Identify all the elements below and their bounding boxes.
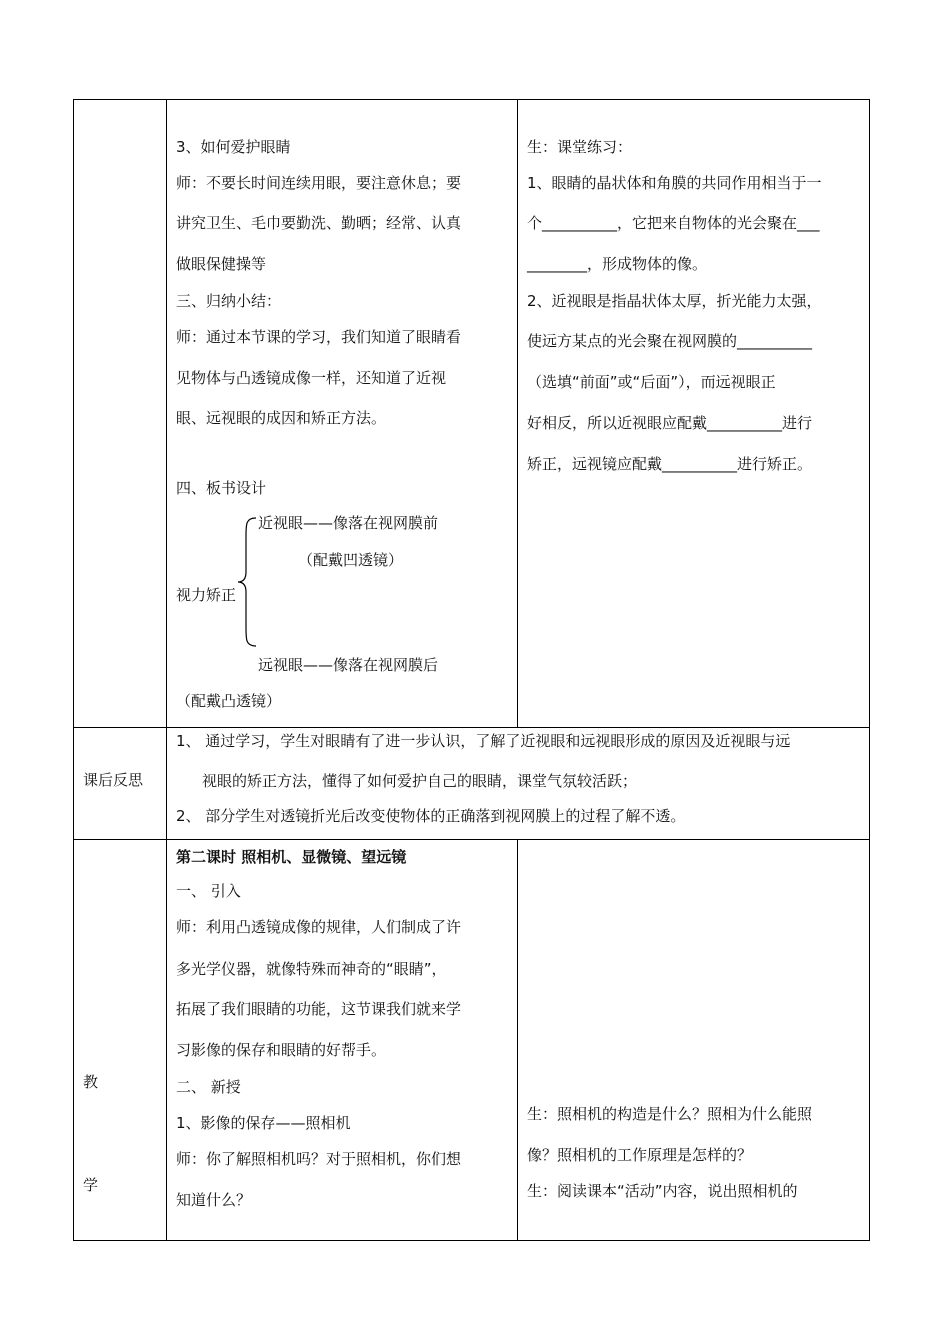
reflection-label: 课后反思: [83, 771, 144, 789]
table-bottom-border: [73, 1240, 870, 1241]
teaching-label-1: 教: [83, 1073, 99, 1091]
teaching-middle-line-7: 二、 新授: [176, 1078, 241, 1096]
right-line-2: 1、眼睛的晶状体和角膜的共同作用相当于一: [527, 174, 822, 192]
teaching-right-line-2: 像？照相机的工作原理是怎样的？: [527, 1146, 753, 1164]
teaching-middle-line-10: 知道什么？: [176, 1191, 252, 1209]
right-line-8: 好相反，所以近视眼应配戴__________进行: [527, 414, 813, 432]
reflection-line-1: 1、 通过学习，学生对眼睛有了进一步认识，了解了近视眼和远视眼形成的原因及近视眼与远: [176, 732, 791, 750]
right-line-7: （选填“前面”或“后面”），而远视眼正: [527, 373, 776, 391]
board-near-sighted: 近视眼——像落在视网膜前: [258, 514, 439, 532]
right-line-3: 个__________，它把来自物体的光会聚在___: [527, 214, 820, 232]
table-top-border: [73, 99, 870, 100]
board-near-lens: （配戴凹透镜）: [298, 551, 404, 569]
right-line-6: 使远方某点的光会聚在视网膜的__________: [527, 332, 813, 350]
teaching-middle-line-2: 一、 引入: [176, 882, 241, 900]
right-line-4: ________，形成物体的像。: [527, 255, 708, 273]
row-divider-teaching: [73, 839, 870, 840]
curly-brace-icon: [236, 516, 258, 648]
column-divider-2-bottom: [517, 839, 518, 1240]
middle-line-9: 四、板书设计: [176, 479, 267, 497]
teaching-middle-line-8: 1、影像的保存——照相机: [176, 1114, 351, 1132]
middle-line-3: 讲究卫生、毛巾要勤洗、勤晒；经常、认真: [176, 214, 462, 232]
teaching-right-line-3: 生：阅读课本“活动”内容，说出照相机的: [527, 1182, 798, 1200]
middle-line-5: 三、归纳小结：: [176, 292, 282, 310]
right-line-1: 生：课堂练习：: [527, 138, 633, 156]
table-right-border: [869, 99, 870, 1241]
board-root: 视力矫正: [176, 586, 237, 604]
row-divider-reflection: [73, 727, 870, 728]
lesson-title: 第二课时 照相机、显微镜、望远镜: [176, 848, 407, 866]
teaching-middle-line-6: 习影像的保存和眼睛的好帮手。: [176, 1041, 387, 1059]
right-line-5: 2、近视眼是指晶状体太厚，折光能力太强，: [527, 292, 822, 310]
middle-line-4: 做眼保健操等: [176, 255, 267, 273]
middle-line-8: 眼、远视眼的成因和矫正方法。: [176, 409, 387, 427]
right-line-9: 矫正，远视镜应配戴__________进行矫正。: [527, 455, 813, 473]
reflection-line-2: 视眼的矫正方法，懂得了如何爱护自己的眼睛，课堂气氛较活跃；: [202, 772, 638, 790]
teaching-middle-line-9: 师：你了解照相机吗？对于照相机，你们想: [176, 1150, 462, 1168]
table-left-border: [73, 99, 74, 1241]
teaching-middle-line-3: 师：利用凸透镜成像的规律，人们制成了许: [176, 918, 462, 936]
teaching-middle-line-4: 多光学仪器，就像特殊而神奇的“眼睛”，: [176, 960, 447, 978]
reflection-line-3: 2、 部分学生对透镜折光后改变使物体的正确落到视网膜上的过程了解不透。: [176, 807, 686, 825]
teaching-middle-line-5: 拓展了我们眼睛的功能，这节课我们就来学: [176, 1000, 462, 1018]
teaching-right-line-1: 生：照相机的构造是什么？照相为什么能照: [527, 1105, 813, 1123]
middle-line-1: 3、如何爱护眼睛: [176, 138, 291, 156]
middle-line-7: 见物体与凸透镜成像一样，还知道了近视: [176, 369, 447, 387]
board-far-lens: （配戴凸透镜）: [176, 692, 282, 710]
middle-line-6: 师：通过本节课的学习，我们知道了眼睛看: [176, 328, 462, 346]
board-far-sighted: 远视眼——像落在视网膜后: [258, 656, 439, 674]
teaching-label-2: 学: [83, 1176, 99, 1194]
middle-line-2: 师：不要长时间连续用眼，要注意休息；要: [176, 174, 462, 192]
column-divider-1: [166, 99, 167, 1241]
column-divider-2-top: [517, 99, 518, 727]
